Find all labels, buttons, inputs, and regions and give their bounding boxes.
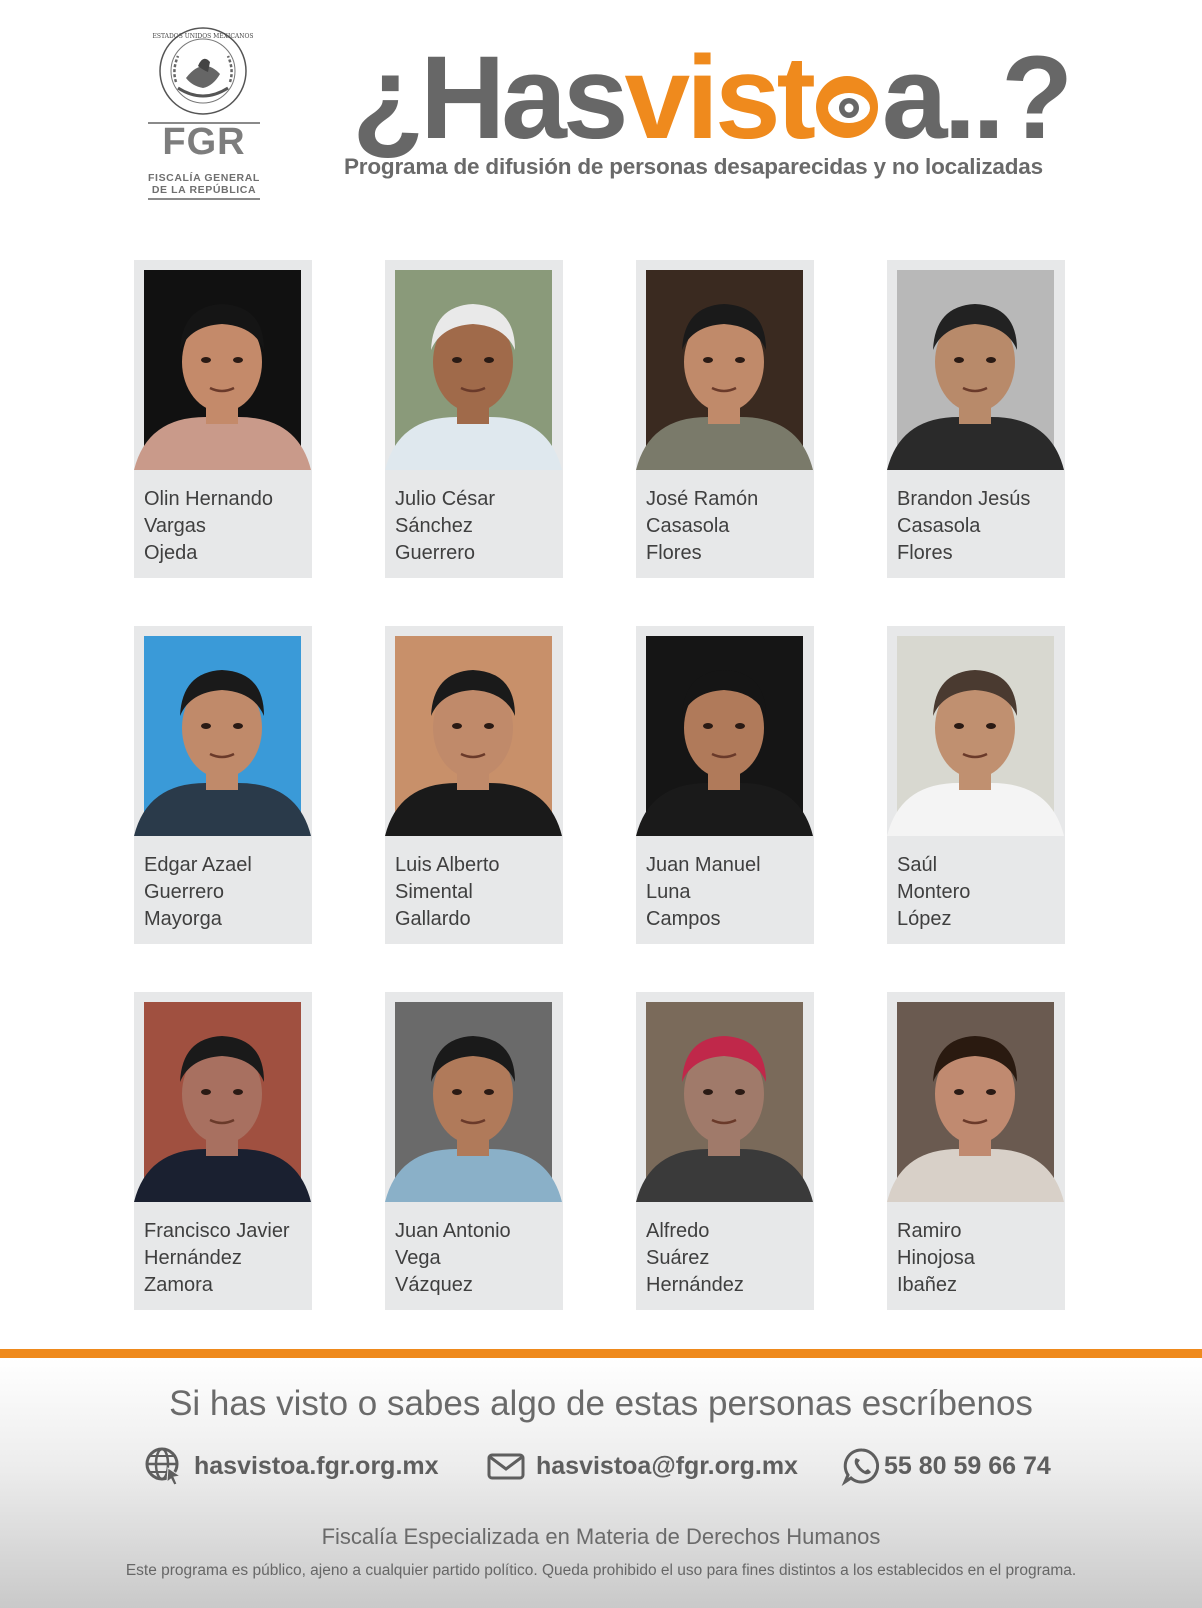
department-name: Fiscalía Especializada en Materia de Derechos Humanos: [321, 1524, 881, 1549]
person-maternal-surname: Gallardo: [395, 908, 471, 930]
person-first-name: Brandon Jesús: [897, 488, 1031, 510]
mail-icon: [486, 1446, 526, 1486]
person-paternal-surname: Suárez: [646, 1247, 710, 1269]
person-card: [887, 626, 1065, 944]
person-maternal-surname: Zamora: [144, 1274, 213, 1296]
phone-number[interactable]: 55 80 59 66 74: [884, 1451, 1051, 1480]
person-first-name: Olin Hernando: [144, 488, 273, 510]
person-first-name: Francisco Javier: [144, 1220, 290, 1242]
fgr-logo: [146, 26, 262, 200]
program-title: [352, 32, 1070, 164]
disclaimer: Este programa es público, ajeno a cualquier partido político. Queda prohibido el uso para fines distintos a los establecidos en el programa.: [125, 1562, 1077, 1579]
title-part-2: vist: [624, 32, 812, 164]
person-name: [144, 1218, 310, 1299]
person-card: [887, 260, 1065, 578]
globe-icon: [144, 1446, 184, 1486]
person-first-name: Julio César: [395, 488, 496, 510]
person-first-name: Alfredo: [646, 1220, 710, 1242]
person-photo: [144, 636, 301, 836]
person-maternal-surname: López: [897, 908, 952, 930]
person-name: [897, 852, 1063, 933]
person-photo: [646, 1002, 803, 1202]
seal-text: ESTADOS UNIDOS MEXICANOS: [152, 33, 254, 40]
logo-line-1: FISCALÍA GENERAL: [148, 172, 260, 184]
person-name: [144, 486, 310, 567]
person-paternal-surname: Hernández: [144, 1247, 242, 1269]
person-maternal-surname: Mayorga: [144, 908, 222, 930]
person-card: [134, 992, 312, 1310]
person-paternal-surname: Casasola: [897, 515, 981, 537]
person-maternal-surname: Guerrero: [395, 542, 476, 564]
logo-full-name: [146, 172, 262, 196]
person-photo: [897, 636, 1054, 836]
person-maternal-surname: Flores: [897, 542, 953, 564]
person-maternal-surname: Ojeda: [144, 542, 198, 564]
person-first-name: Edgar Azael: [144, 854, 252, 876]
person-card: [385, 260, 563, 578]
person-photo: [395, 636, 552, 836]
call-to-action: Si has visto o sabes algo de estas personas escríbenos: [169, 1384, 1033, 1423]
person-first-name: Luis Alberto: [395, 854, 500, 876]
person-photo: [646, 270, 803, 470]
person-paternal-surname: Montero: [897, 881, 971, 903]
person-maternal-surname: Hernández: [646, 1274, 744, 1296]
person-card: [134, 260, 312, 578]
email-link[interactable]: hasvistoa@fgr.org.mx: [536, 1451, 798, 1480]
person-card: [385, 992, 563, 1310]
email-contact[interactable]: [486, 1446, 798, 1486]
person-name: [395, 1218, 561, 1299]
national-seal-icon: [152, 26, 254, 116]
phone-contact[interactable]: [842, 1446, 1051, 1486]
website-contact[interactable]: [144, 1446, 439, 1486]
program-subtitle: Programa de difusión de personas desaparecidas y no localizadas: [344, 154, 1043, 179]
person-card: [134, 626, 312, 944]
title-part-1: ¿Has: [352, 32, 625, 164]
whatsapp-icon: [842, 1446, 882, 1486]
person-name: [144, 852, 310, 933]
eye-icon: [814, 74, 880, 140]
person-maternal-surname: Flores: [646, 542, 702, 564]
person-paternal-surname: Casasola: [646, 515, 730, 537]
person-card: [636, 260, 814, 578]
person-first-name: Juan Antonio: [395, 1220, 511, 1242]
person-name: [646, 852, 812, 933]
person-name: [395, 486, 561, 567]
logo-abbr: FGR: [162, 121, 246, 163]
person-photo: [144, 1002, 301, 1202]
footer-divider: [0, 1349, 1202, 1358]
title-part-3: a..?: [881, 32, 1070, 164]
person-paternal-surname: Vega: [395, 1247, 441, 1269]
person-paternal-surname: Sánchez: [395, 515, 473, 537]
website-link[interactable]: hasvistoa.fgr.org.mx: [194, 1451, 439, 1480]
person-photo: [897, 1002, 1054, 1202]
person-photo: [897, 270, 1054, 470]
person-paternal-surname: Simental: [395, 881, 473, 903]
person-paternal-surname: Vargas: [144, 515, 206, 537]
person-first-name: Ramiro: [897, 1220, 962, 1242]
logo-line-2: DE LA REPÚBLICA: [151, 184, 257, 196]
person-maternal-surname: Ibañez: [897, 1274, 958, 1296]
person-name: [395, 852, 561, 933]
person-maternal-surname: Campos: [646, 908, 721, 930]
person-card: [636, 626, 814, 944]
person-paternal-surname: Luna: [646, 881, 691, 903]
person-photo: [395, 1002, 552, 1202]
footer: [0, 1358, 1202, 1608]
logo-bottom-rule: [148, 198, 260, 200]
person-maternal-surname: Vázquez: [395, 1274, 473, 1296]
person-photo: [646, 636, 803, 836]
person-paternal-surname: Hinojosa: [897, 1247, 975, 1269]
person-name: [646, 486, 812, 567]
person-name: [646, 1218, 812, 1299]
person-photo: [144, 270, 301, 470]
person-card: [385, 626, 563, 944]
person-name: [897, 486, 1063, 567]
person-paternal-surname: Guerrero: [144, 881, 225, 903]
person-first-name: Saúl: [897, 854, 938, 876]
person-name: [897, 1218, 1063, 1299]
person-photo: [395, 270, 552, 470]
person-first-name: Juan Manuel: [646, 854, 761, 876]
person-card: [636, 992, 814, 1310]
person-first-name: José Ramón: [646, 488, 759, 510]
person-card: [887, 992, 1065, 1310]
